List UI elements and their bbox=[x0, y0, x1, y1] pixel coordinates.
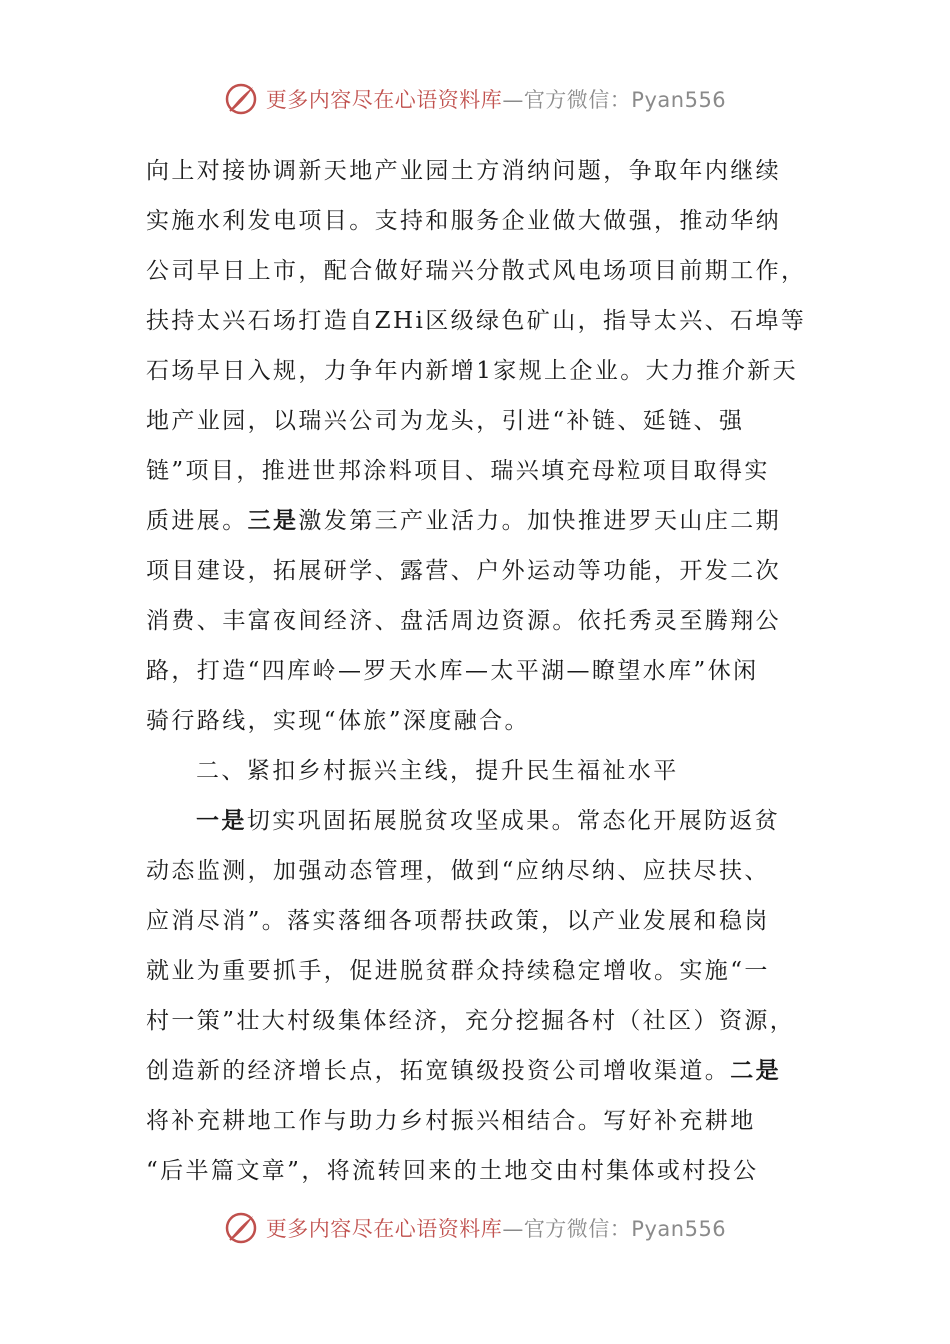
text-line bbox=[146, 796, 811, 846]
bold-marker: 三是 bbox=[247, 507, 299, 534]
document-body bbox=[146, 146, 811, 1196]
text-line: 应消尽消”。落实落细各项帮扶政策，以产业发展和稳岗 bbox=[146, 908, 770, 934]
text-line: 动态监测，加强动态管理，做到“应纳尽纳、应扶尽扶、 bbox=[146, 858, 770, 884]
text-line: 项目建设，拓展研学、露营、户外运动等功能，开发二次 bbox=[146, 558, 781, 584]
text-line bbox=[146, 496, 811, 546]
watermark-text-red: 更多内容尽在心语资料库 bbox=[265, 1217, 503, 1241]
bold-marker: 二是 bbox=[730, 1057, 782, 1084]
watermark-text-red: 更多内容尽在心语资料库 bbox=[265, 88, 503, 112]
text-line: “后半篇文章”，将流转回来的土地交由村集体或村投公 bbox=[146, 1158, 759, 1184]
quill-logo-icon bbox=[224, 1211, 258, 1245]
watermark-header bbox=[0, 82, 950, 116]
text-pre: 质进展。 bbox=[146, 508, 248, 534]
text-line: 消费、丰富夜间经济、盘活周边资源。依托秀灵至腾翔公 bbox=[146, 608, 781, 634]
text-line: 骑行路线，实现“体旅”深度融合。 bbox=[146, 708, 530, 734]
text-line: 石场早日入规，力争年内新增1家规上企业。大力推介新天 bbox=[146, 358, 799, 384]
text-pre: 创造新的经济增长点，拓宽镇级投资公司增收渠道。 bbox=[146, 1058, 731, 1084]
watermark-text-gray: —官方微信：Pyan556 bbox=[502, 1217, 727, 1241]
quill-logo-icon bbox=[224, 82, 258, 116]
watermark-footer bbox=[0, 1211, 950, 1245]
bold-marker: 一是 bbox=[196, 807, 247, 834]
section-heading: 二、紧扣乡村振兴主线，提升民生福祉水平 bbox=[196, 758, 679, 784]
text-line: 链”项目，推进世邦涂料项目、瑞兴填充母粒项目取得实 bbox=[146, 458, 770, 484]
text-line: 路，打造“四库岭—罗天水库—太平湖—瞭望水库”休闲 bbox=[146, 658, 759, 684]
text-line: 地产业园，以瑞兴公司为龙头，引进“补链、延链、强 bbox=[146, 408, 745, 434]
watermark-text-gray: —官方微信：Pyan556 bbox=[502, 88, 727, 112]
watermark-text bbox=[266, 1213, 726, 1243]
text-line: 将补充耕地工作与助力乡村振兴相结合。写好补充耕地 bbox=[146, 1108, 756, 1134]
text-line: 向上对接协调新天地产业园土方消纳问题，争取年内继续 bbox=[146, 158, 781, 184]
text-line: 就业为重要抓手，促进脱贫群众持续稳定增收。实施“一 bbox=[146, 958, 770, 984]
text-line: 扶持太兴石场打造自ZHi区级绿色矿山，指导太兴、石埠等 bbox=[146, 308, 807, 334]
text-line: 村一策”壮大村级集体经济，充分挖掘各村（社区）资源， bbox=[146, 1008, 796, 1034]
text-post: 激发第三产业活力。加快推进罗天山庄二期 bbox=[298, 508, 782, 534]
watermark-text bbox=[266, 84, 726, 114]
text-line: 公司早日上市，配合做好瑞兴分散式风电场项目前期工作， bbox=[146, 258, 807, 284]
text-line bbox=[146, 1046, 811, 1096]
text-post: 切实巩固拓展脱贫攻坚成果。常态化开展防返贫 bbox=[246, 808, 781, 834]
text-line: 实施水利发电项目。支持和服务企业做大做强，推动华纳 bbox=[146, 208, 781, 234]
